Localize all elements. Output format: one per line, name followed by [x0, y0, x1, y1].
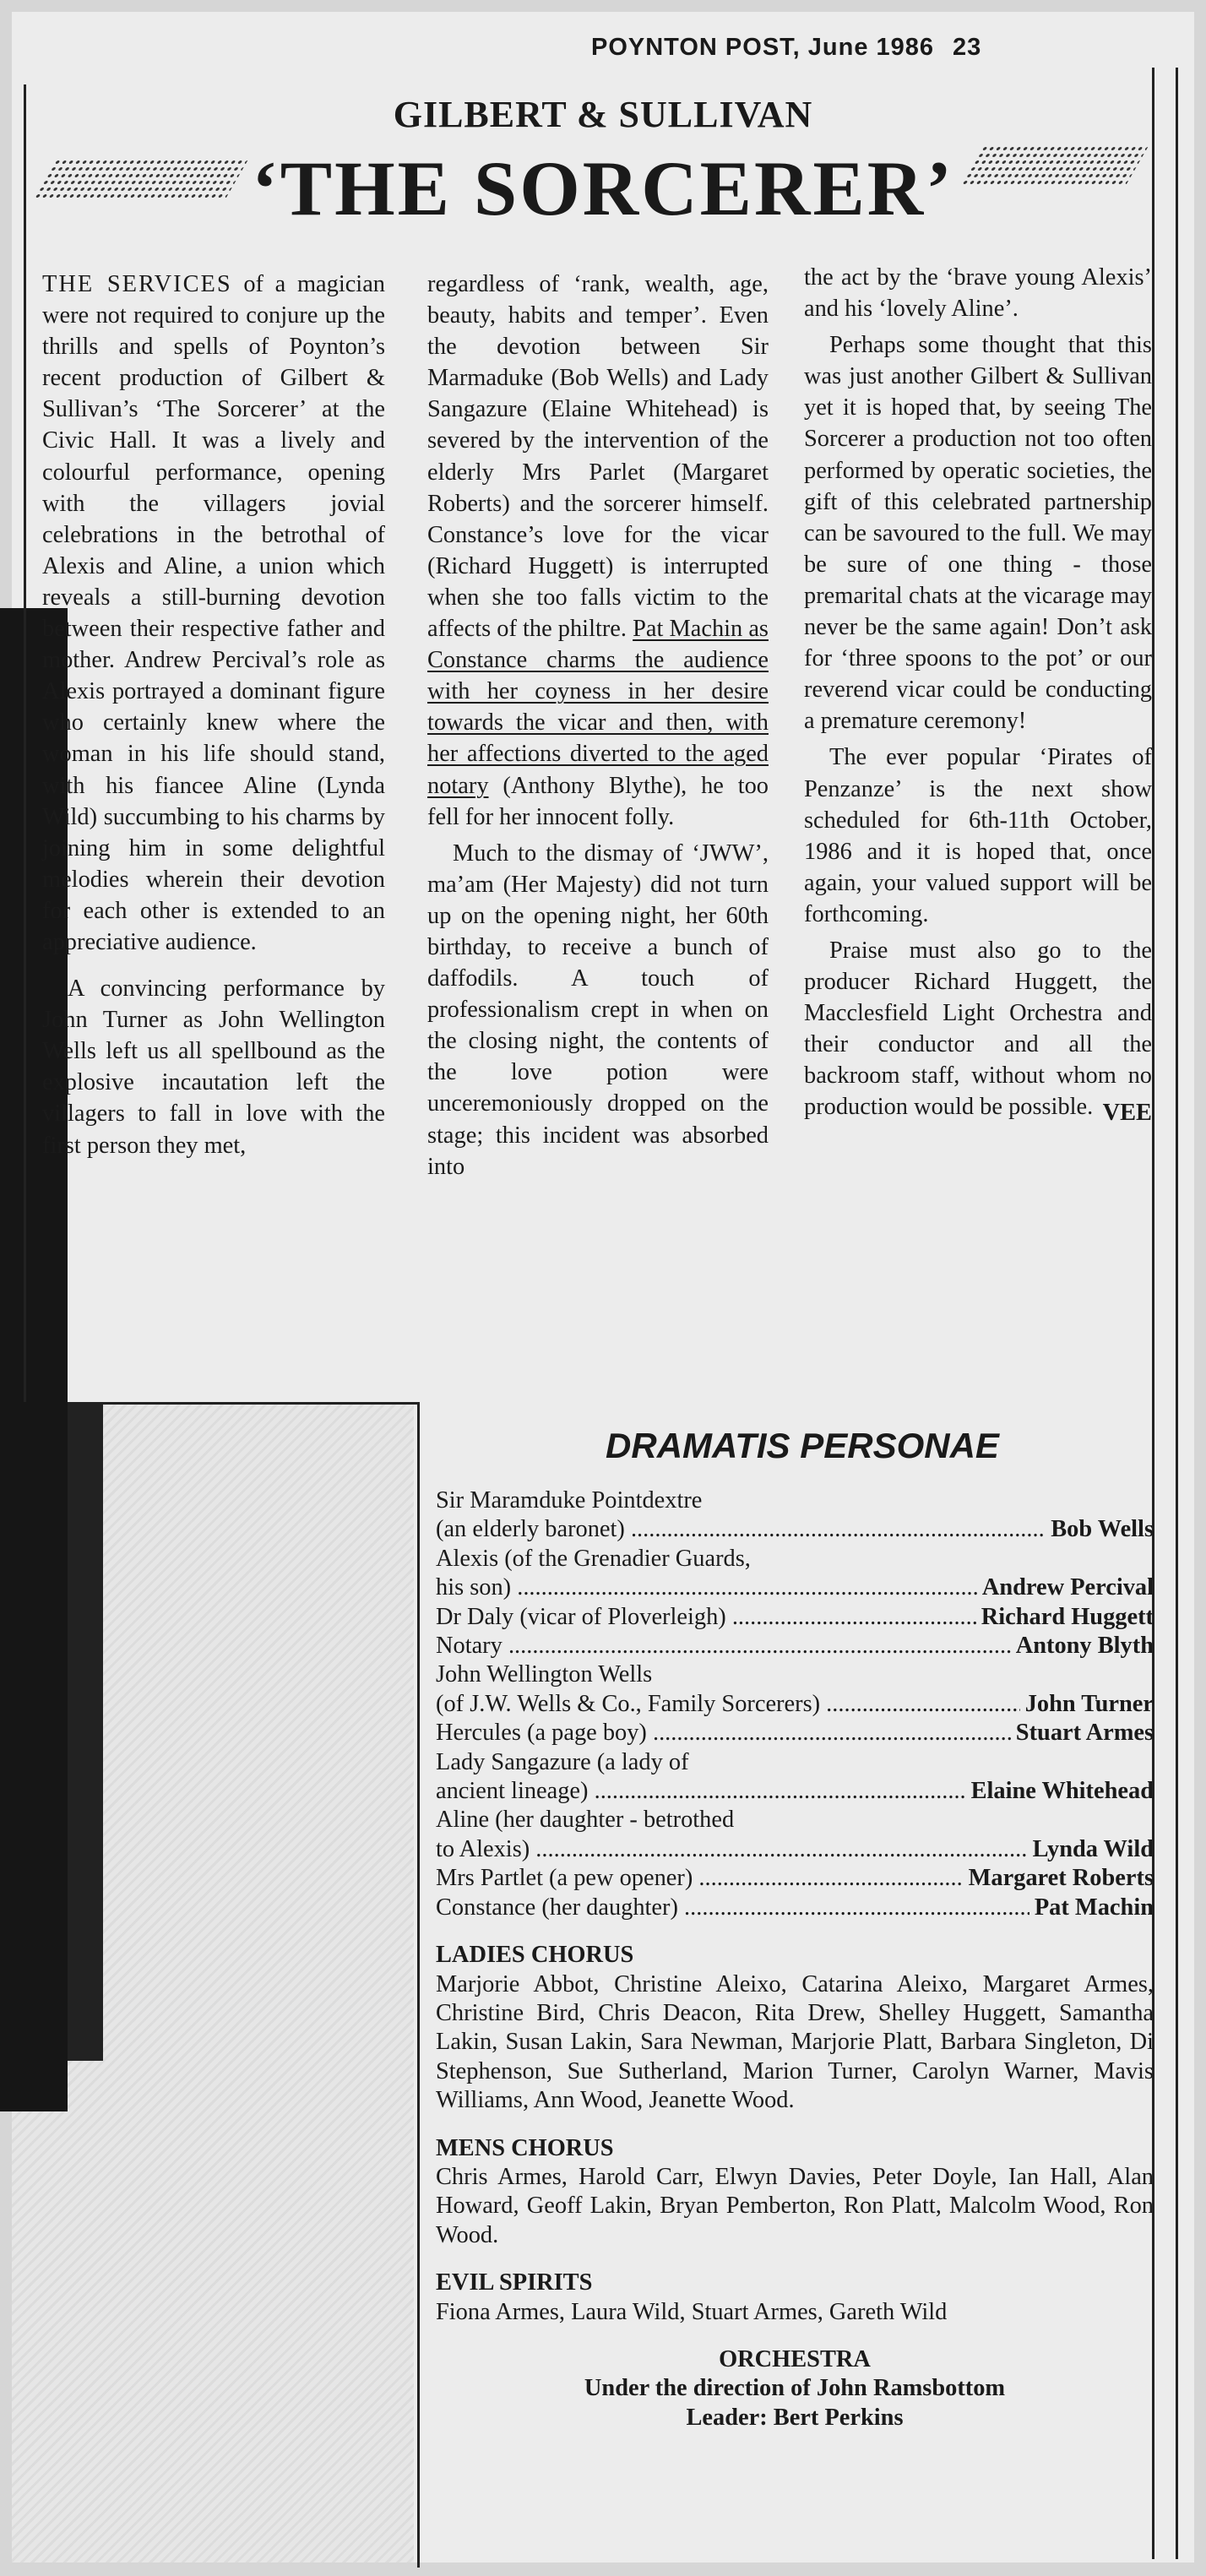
cast-actor: Andrew Percival — [981, 1574, 1154, 1601]
cast-role: Hercules (a page boy) ..... — [436, 1719, 1011, 1747]
cast-role-line: Sir Maramduke Pointdextre — [436, 1487, 703, 1514]
cast-actor: Stuart Armes — [1015, 1720, 1154, 1747]
paragraph-text: regardless of ‘rank, wealth, age, beauty, habits and temper’. Even the devotion between Sir Marmaduke (Bob Wells) and Lady Sangazure (Elaine Whitehead) is severed by the intervention of the elderly Mrs Parlet (Margaret Roberts) and the sorcerer himself. Constance’s love for the vicar (Richard Huggett) is interrupted when she too falls victim to the affects of the philtre. — [427, 271, 769, 643]
cast-entry — [436, 1515, 1154, 1544]
paragraph-text: A convincing performance by John Turner as John Wellington Wells left us all spellbound as the explosive incautation left the villagers to fall in love with the first person they met, — [42, 976, 385, 1159]
cast-entry — [436, 1632, 1154, 1660]
paragraph — [804, 329, 1152, 736]
cast-entry — [436, 1719, 1154, 1747]
paragraph-text: Much to the dismay of ‘JWW’, ma’am (Her Majesty) did not turn up on the opening night, her 60th birthday, to receive a bunch of daffodils. A touch of professionalism crept in when on the closing night, the contents of the love potion were unceremoniously dropped on the stage; this incident was absorbed into — [427, 840, 769, 1180]
paragraph-text: (Anthony Blythe), he too fell for her innocent folly. — [427, 772, 769, 830]
cast-entry — [436, 1777, 1154, 1806]
cast-role: Constance (her daughter) ..... — [436, 1894, 1029, 1922]
cast-actor: John Turner — [1024, 1690, 1154, 1717]
paragraph-text: the act by the ‘brave young Alexis’ and his ‘lovely Aline’. — [804, 264, 1152, 323]
cast-role: (an elderly baronet) ..... — [436, 1515, 1046, 1544]
ladies-chorus-names: Marjorie Abbot, Christine Aleixo, Catarina Aleixo, Margaret Armes, Christine Bird, Chris Deacon, Rita Drew, Shelley Huggett, Samantha Lakin, Susan Lakin, Sara Newman, Marjorie Platt, Barbara Singleton, Di Stephenson, Sue Sutherland, Marion Turner, Carolyn Warner, Mavis Williams, Ann Wood, Jeanette Wood. — [436, 1970, 1154, 2114]
cast-entry — [436, 1603, 1154, 1632]
cast-role-line: Alexis (of the Grenadier Guards, — [436, 1545, 751, 1572]
mens-chorus-heading: MENS CHORUS — [436, 2134, 614, 2161]
frame-left-rule — [24, 84, 26, 1402]
cast-actor: Richard Huggett — [981, 1603, 1154, 1630]
paragraph-text: The ever popular ‘Pirates of Penzanze’ is the next show scheduled for 6th-11th October, 1986 and it is hoped that, once again, your valued support will be forthcoming. — [804, 744, 1152, 927]
cast-list — [436, 1486, 1154, 2432]
article-column-3 — [804, 262, 1152, 1128]
paragraph-text: Perhaps some thought that this was just another Gilbert & Sullivan yet it is hoped that, by seeing The Sorcerer a production not too often performed by operatic societies, the gift of this celebrated partnership can be savoured to the full. We may be sure of one thing - those premarital chats at the vicarage may never be the same again! Don’t ask for ‘three spoons to the pot’ or our reverend vicar could be conducting a premature ceremony! — [804, 332, 1152, 735]
cast-actor: Bob Wells — [1051, 1516, 1154, 1543]
cast-entry — [436, 1690, 1154, 1719]
mens-chorus-names: Chris Armes, Harold Carr, Elwyn Davies, Peter Doyle, Ian Hall, Alan Howard, Geoff Lakin, Bryan Pemberton, Ron Platt, Malcolm Wood, Ron Wood. — [436, 2163, 1154, 2248]
paragraph — [42, 269, 385, 958]
dramatis-personae-title: DRAMATIS PERSONAE — [606, 1426, 999, 1465]
cast-role-line: Lady Sangazure (a lady of — [436, 1748, 689, 1775]
article-column-2 — [427, 269, 769, 1187]
lead-in: THE SERVICES — [42, 271, 232, 297]
paragraph — [804, 935, 1152, 1123]
paragraph — [427, 269, 769, 833]
orchestra-director: Under the direction of John Ramsbottom — [584, 2375, 1006, 2402]
masthead — [591, 34, 981, 62]
byline: VEE — [1102, 1099, 1152, 1126]
frame-right-rule-outer — [1176, 68, 1178, 2559]
cast-entry — [436, 1864, 1154, 1893]
page-number: 23 — [953, 34, 982, 61]
ladies-chorus-heading: LADIES CHORUS — [436, 1942, 634, 1969]
cast-role: ancient lineage) ..... — [436, 1777, 966, 1806]
paragraph — [427, 838, 769, 1182]
cast-entry — [436, 1835, 1154, 1864]
cast-role: Notary ..... — [436, 1632, 1011, 1660]
headline: ‘THE SORCERER’ — [252, 145, 954, 231]
cast-role: (of J.W. Wells & Co., Family Sorcerers) ..... — [436, 1690, 1020, 1719]
article-column-1 — [42, 269, 385, 1166]
orchestra-heading: ORCHESTRA — [719, 2345, 871, 2372]
kicker: GILBERT & SULLIVAN — [393, 94, 813, 135]
evil-spirits-heading: EVIL SPIRITS — [436, 2269, 593, 2296]
paragraph-text: Praise must also go to the producer Richard Huggett, the Macclesfield Light Orchestra and their conductor and all the backroom staff, without whom no production would be possible. — [804, 937, 1152, 1121]
cast-entry — [436, 1573, 1154, 1602]
paragraph — [804, 742, 1152, 930]
orchestra-leader: Leader: Bert Perkins — [686, 2404, 904, 2431]
cast-actor: Lynda Wild — [1032, 1835, 1154, 1862]
paragraph — [804, 262, 1152, 324]
cast-role: Dr Daly (vicar of Ploverleigh) ..... — [436, 1603, 976, 1632]
cast-actor: Antony Blyth — [1015, 1633, 1154, 1660]
cast-role: to Alexis) ..... — [436, 1835, 1028, 1864]
cast-role-line: John Wellington Wells — [436, 1661, 653, 1688]
cast-rows — [436, 1486, 1154, 1922]
article-bottom-rule — [76, 1402, 417, 1405]
cast-left-rule — [417, 1402, 420, 2568]
cast-role: Mrs Partlet (a pew opener) ..... — [436, 1864, 964, 1893]
evil-spirits-names: Fiona Armes, Laura Wild, Stuart Armes, Gareth Wild — [436, 2298, 948, 2325]
cast-actor: Elaine Whitehead — [970, 1778, 1154, 1805]
cast-role: his son) ..... — [436, 1573, 977, 1602]
cast-actor: Margaret Roberts — [968, 1865, 1154, 1892]
cast-entry — [436, 1894, 1154, 1922]
paragraph — [42, 973, 385, 1161]
paragraph-text: of a magician were not required to conjure up the thrills and spells of Poynton’s recent production of Gilbert & Sullivan’s ‘The Sorcerer’ at the Civic Hall. It was a lively and colourful performance, opening with the villagers jovial celebrations in the betrothal of Alexis and Aline, a union which reveals a still-burning devotion between their respective father and mother. Andrew Percival’s role as Alexis portrayed a dominant figure who certainly knew where the woman in his life should stand, with his fiancee Aline (Lynda Wild) succumbing to his charms by joining him in some delightful melodies wherein their devotion for each other is extended to an appreciative audience. — [42, 271, 385, 955]
underlined-text: Pat Machin as Constance charms the audience with her coyness in her desire towards the vicar and then, with her affections diverted to the aged notary — [427, 616, 769, 799]
cast-actor: Pat Machin — [1034, 1894, 1154, 1921]
cast-role-line: Aline (her daughter - betrothed — [436, 1807, 735, 1834]
scan-shadow-inner — [68, 1402, 103, 2061]
publication-name: POYNTON POST, June 1986 — [591, 34, 935, 61]
